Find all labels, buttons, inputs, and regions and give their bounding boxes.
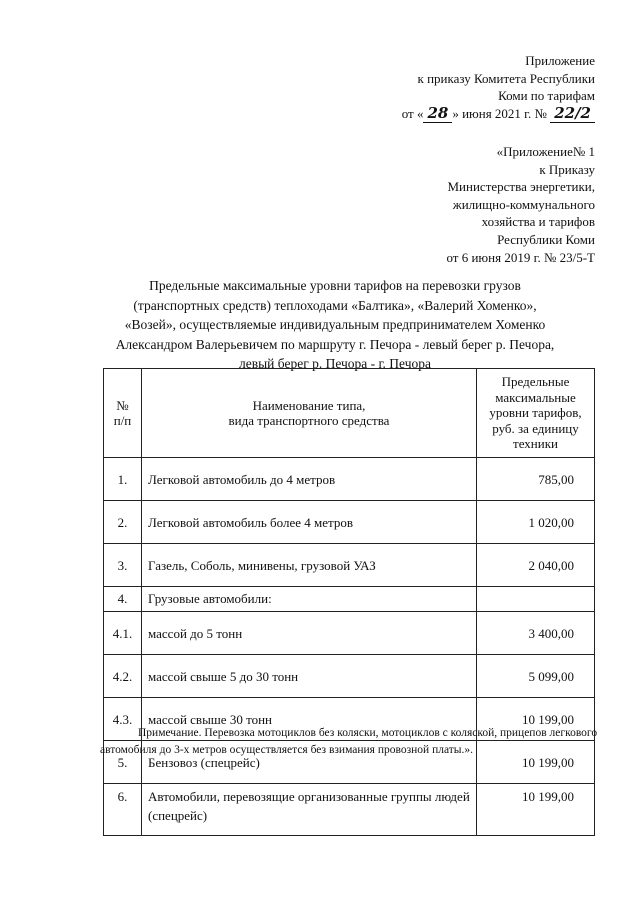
footnote: Примечание. Перевозка мотоциклов без коляски, мотоциклов с коляской, прицепов легкового автомобиля до 3-х метров осуществляется без взимания провозной платы.». xyxy=(100,727,598,756)
header-tariff-line: руб. за единицу xyxy=(492,420,579,436)
row-name: Автомобили, перевозящие организованные группы людей (спецрейс) xyxy=(142,784,477,836)
title-line: (транспортных средств) теплоходами «Балтика», «Валерий Хоменко», xyxy=(133,297,537,313)
table-row xyxy=(104,784,595,836)
date-mid: » июня 2021 г. № xyxy=(452,105,547,121)
row-name: Газель, Соболь, минивены, грузовой УАЗ xyxy=(142,544,477,587)
appendix-committee-line: Коми по тарифам xyxy=(498,88,595,103)
table-row xyxy=(104,612,595,655)
header-name-line: вида транспортного средства xyxy=(228,413,390,428)
title-line: Предельные максимальные уровни тарифов на перевозки грузов xyxy=(149,278,521,293)
row-num: 4. xyxy=(104,587,142,612)
table-row xyxy=(104,501,595,544)
prev-appendix-line: Министерства энергетики, xyxy=(447,179,595,195)
appendix-order-line: к приказу Комитета Республики xyxy=(417,70,595,86)
header-tariff xyxy=(477,369,595,458)
header-num-line: п/п xyxy=(113,413,132,428)
header-tariff-line: уровни тарифов, xyxy=(489,405,582,421)
row-num: 4.2. xyxy=(104,655,142,698)
row-name: массой свыше 5 до 30 тонн xyxy=(142,655,477,698)
title-line: левый берег р. Печора - г. Печора xyxy=(239,356,431,371)
row-value: 10 199,00 xyxy=(477,784,595,836)
row-name: Грузовые автомобили: xyxy=(142,587,477,612)
appendix-header xyxy=(402,52,595,122)
prev-appendix-line: хозяйства и тарифов xyxy=(481,214,595,230)
previous-appendix-header xyxy=(446,143,595,266)
header-tariff-line: максимальные xyxy=(495,389,576,405)
date-prefix: от « xyxy=(401,105,424,121)
row-num: 3. xyxy=(104,544,142,587)
table-row xyxy=(104,587,595,612)
prev-appendix-line: жилищно-коммунального xyxy=(452,196,595,212)
table-header-row xyxy=(104,369,595,458)
prev-appendix-line: к Приказу xyxy=(539,161,595,177)
row-num: 6. xyxy=(104,784,142,836)
row-num: 4.3. xyxy=(104,698,142,741)
handwritten-day: 28 xyxy=(423,104,452,123)
header-tariff-line: Предельные xyxy=(501,374,570,390)
row-name: массой свыше 30 тонн xyxy=(142,698,477,741)
title-line: «Возей», осуществляемые индивидуальным предпринимателем Хоменко xyxy=(124,317,546,332)
row-value: 3 400,00 xyxy=(477,612,595,655)
prev-appendix-line: от 6 июня 2019 г. № 23/5-Т xyxy=(446,249,595,265)
handwritten-number: 22/2 xyxy=(550,104,595,123)
row-value xyxy=(477,587,595,612)
header-tariff-line: техники xyxy=(513,436,558,452)
row-value: 10 199,00 xyxy=(477,698,595,741)
row-name: Бензовоз (спецрейс) xyxy=(142,741,477,784)
table-row xyxy=(104,544,595,587)
header-name xyxy=(142,369,477,458)
row-num: 1. xyxy=(104,458,142,501)
header-name-line: Наименование типа, xyxy=(252,397,366,413)
row-name: Легковой автомобиль более 4 метров xyxy=(142,501,477,544)
row-num: 4.1. xyxy=(104,612,142,655)
row-value: 785,00 xyxy=(477,458,595,501)
row-value: 5 099,00 xyxy=(477,655,595,698)
document-title xyxy=(100,276,570,374)
row-num: 5. xyxy=(104,741,142,784)
row-num: 2. xyxy=(104,501,142,544)
table-row xyxy=(104,655,595,698)
prev-appendix-line: Республики Коми xyxy=(497,231,595,247)
row-value: 2 040,00 xyxy=(477,544,595,587)
row-name: Легковой автомобиль до 4 метров xyxy=(142,458,477,501)
row-value: 10 199,00 xyxy=(477,741,595,784)
prev-appendix-line: «Приложение№ 1 xyxy=(496,144,595,159)
tariff-table xyxy=(103,368,595,836)
row-name: массой до 5 тонн xyxy=(142,612,477,655)
title-line: Александром Валерьевичем по маршруту г. Печора - левый берег р. Печора, xyxy=(115,336,555,352)
appendix-date-line xyxy=(402,105,595,123)
row-value: 1 020,00 xyxy=(477,501,595,544)
table-row xyxy=(104,458,595,501)
header-num xyxy=(104,369,142,458)
header-num-line: № xyxy=(116,397,129,413)
appendix-label: Приложение xyxy=(525,53,595,68)
